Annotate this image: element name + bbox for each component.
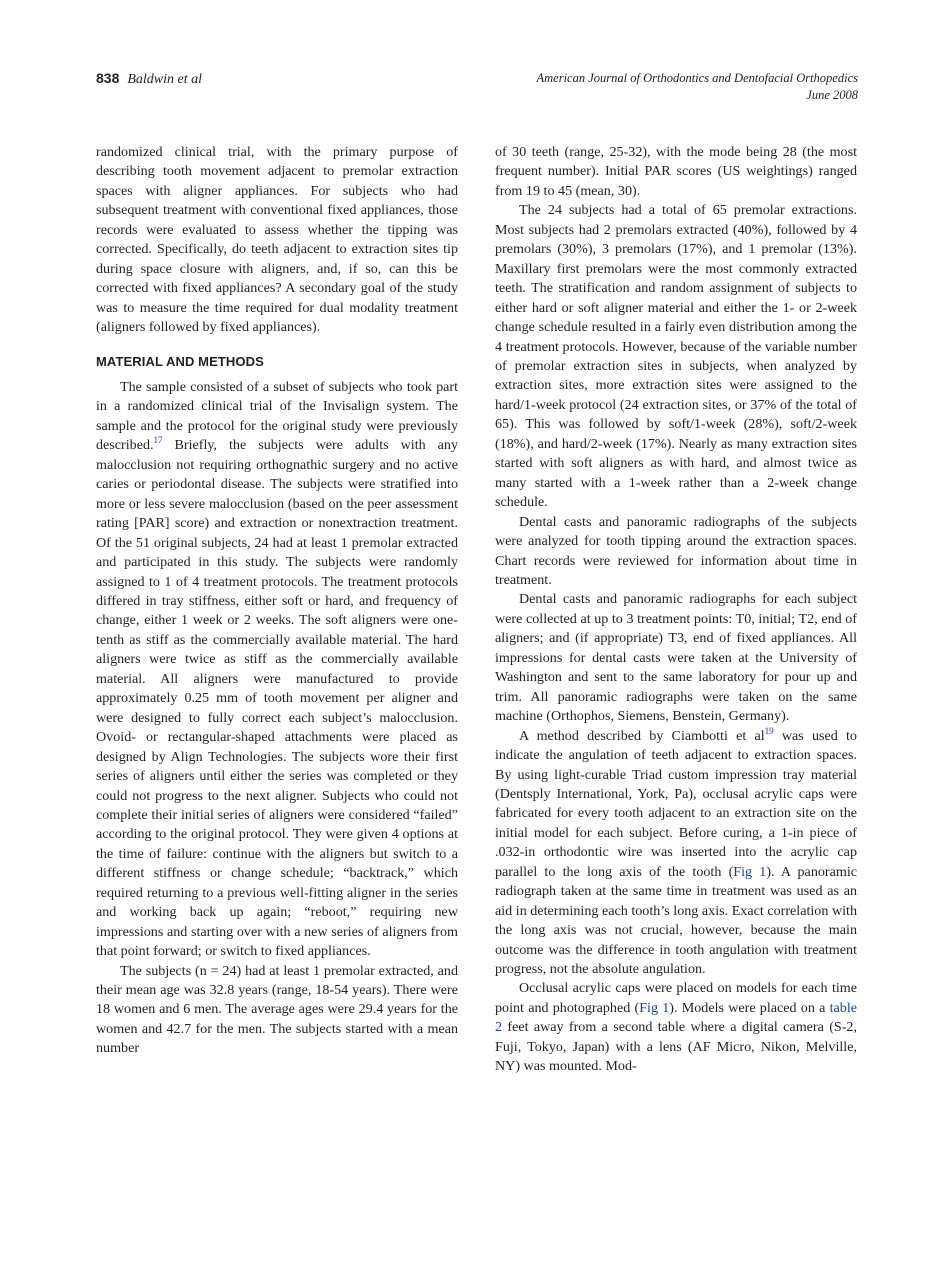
paragraph — [495, 727, 857, 980]
paragraph-text: The sample consisted of a subset of subjects who took part in a randomized clinical trial of the Invisalign system. The sample and the protocol for the original study were previously described. — [96, 378, 458, 454]
paragraph: The 24 subjects had a total of 65 premolar extractions. Most subjects had 2 premolars extracted (40%), followed by 4 premolars (30%), 3 premolars (17%), and 1 premolar (13%). Maxillary first premolars were the most commonly extracted teeth. The stratification and random assignment of subjects to either hard or soft aligner material and either the 1- or 2-week change schedule resulted in a fairly even distribution among the 4 treatment protocols. However, because of the variable number of premolar extraction sites in subjects, when analyzed by extraction sites, more extraction sites were assigned to the hard/1-week protocol (24 extraction sites, or 37% of the total of 65). This was followed by soft/1-week (28%), soft/2-week (18%), and hard/2-week (17%). Nearly as many extraction sites started with soft aligners as with hard, and almost twice as many started with a 1-week rather than a 2-week change schedule. — [495, 202, 857, 511]
paragraph: randomized clinical trial, with the primary purpose of describing tooth movement adjacent to premolar extraction spaces with aligner appliances. For subjects who had subsequent treatment with conventional fixed appliances, those records were evaluated to assess whether the tipping was corrected. Specifically, do teeth adjacent to extraction sites tip during space closure with aligners, and, if so, can this be corrected with fixed appliances? A secondary goal of the study was to measure the time required for dual modality treatment (aligners followed by fixed appliances). — [96, 144, 458, 336]
reference-link[interactable]: 17 — [153, 435, 163, 446]
page-number: 838 — [96, 70, 120, 86]
paragraph-text: ). A panoramic radiograph taken at the same time in treatment was used as an aid in determining each tooth’s long axis. Exact correlation with the long axis was not crucial, however, because the main outcome was the difference in tooth angulation with treatment progress, not the absolute angulation. — [495, 863, 857, 978]
table-link[interactable]: table 2 — [495, 999, 857, 1036]
paragraph — [96, 378, 458, 962]
running-header — [96, 70, 858, 106]
paragraph-text: was used to indicate the angulation of teeth adjacent to extraction spaces. By using light-curable Triad custom impression tray material (Dentsply International, York, Pa), occlusal acrylic caps were fabricated for every tooth adjacent to an extraction site on the initial model for each subject. Before curing, a 1-in piece of .032-in orthodontic wire was inserted into the acrylic cap parallel to the long axis of the tooth ( — [495, 727, 857, 880]
header-right — [537, 70, 859, 104]
figure-link[interactable]: Fig 1 — [639, 999, 670, 1016]
right-column — [495, 143, 857, 1077]
paragraph: Dental casts and panoramic radiographs for each subject were collected at up to 3 treatment points: T0, initial; T2, end of aligners; and (if appropriate) T3, end of fixed appliances. All impressions for dental casts were taken at the University of Washington and sent to the same laboratory for pour up and trim. All panoramic radiographs were taken on the same machine (Orthophos, Siemens, Benstein, Germany). — [495, 591, 857, 725]
paragraph-text: Occlusal acrylic caps were placed on models for each time point and photographed ( — [495, 980, 857, 1016]
journal-title: American Journal of Orthodontics and Dentofacial Orthopedics — [536, 71, 858, 85]
paragraph-text: Briefly, the subjects were adults with any malocclusion not requiring orthognathic surgery and no active caries or periodontal disease. The subjects were stratified into more or less severe malocclusion (based on the peer assessment rating [PAR] score) and extraction or nonextraction treatment. Of the 51 original subjects, 24 had at least 1 premolar extracted and participated in this study. The subjects were randomly assigned to 1 of 4 treatment protocols. The treatment protocols differed in tray stiffness, either soft or hard, and frequency of change, either 1 week or 2 weeks. The soft aligners were one-tenth as stiff as the commercially available material. The hard aligners were twice as stiff as the commercially available material. All aligners were manufactured to provide approximately 0.25 mm of tooth movement per aligner and were designed to fully correct each subject’s malocclusion. Ovoid- or rectangular-shaped attachments were placed as designed by Align Technologies. The subjects wore their first series of aligners until either the series was completed or they could not progress to the next aligner. Subjects who could not complete their initial series of aligners were considered “failed” according to the original protocol. They were given 4 options at the time of failure: continue with the aligners but switch to a different stiffness or change schedule; “backtrack,” which required returning to a previous well-fitting aligner in the series and working back up again; “reboot,” requiring new impressions and starting over with a new series of aligners from that point forward; or switch to fixed appliances. — [96, 437, 458, 960]
reference-link[interactable]: 19 — [764, 725, 774, 736]
paragraph: of 30 teeth (range, 25-32), with the mode being 28 (the most frequent number). Initial PAR scores (US weightings) ranged from 19 to 45 (mean, 30). — [495, 144, 857, 199]
figure-link[interactable]: Fig 1 — [733, 863, 767, 880]
paragraph: Dental casts and panoramic radiographs of the subjects were analyzed for tooth tipping around the extraction spaces. Chart records were reviewed for information about time in treatment. — [495, 513, 857, 588]
running-authors: Baldwin et al — [127, 72, 203, 87]
paragraph — [495, 979, 857, 1076]
paragraph-text: A method described by Ciambotti et al — [519, 727, 765, 744]
issue-date: June 2008 — [806, 88, 858, 102]
paragraph-text: feet away from a second table where a digital camera (S-2, Fuji, Tokyo, Japan) with a lens (AF Micro, Nikon, Melville, NY) was mounted. Mod- — [495, 1019, 857, 1075]
section-heading: MATERIAL AND METHODS — [96, 353, 264, 369]
paragraph: The subjects (n = 24) had at least 1 premolar extracted, and their mean age was 32.8 years (range, 18-54 years). There were 18 women and 6 men. The average ages were 29.4 years for the women and 42.7 for the men. The subjects started with a mean number — [96, 962, 458, 1057]
left-column — [96, 143, 458, 1059]
paragraph-text: ). Models were placed on a — [669, 999, 830, 1016]
header-left — [96, 70, 202, 88]
